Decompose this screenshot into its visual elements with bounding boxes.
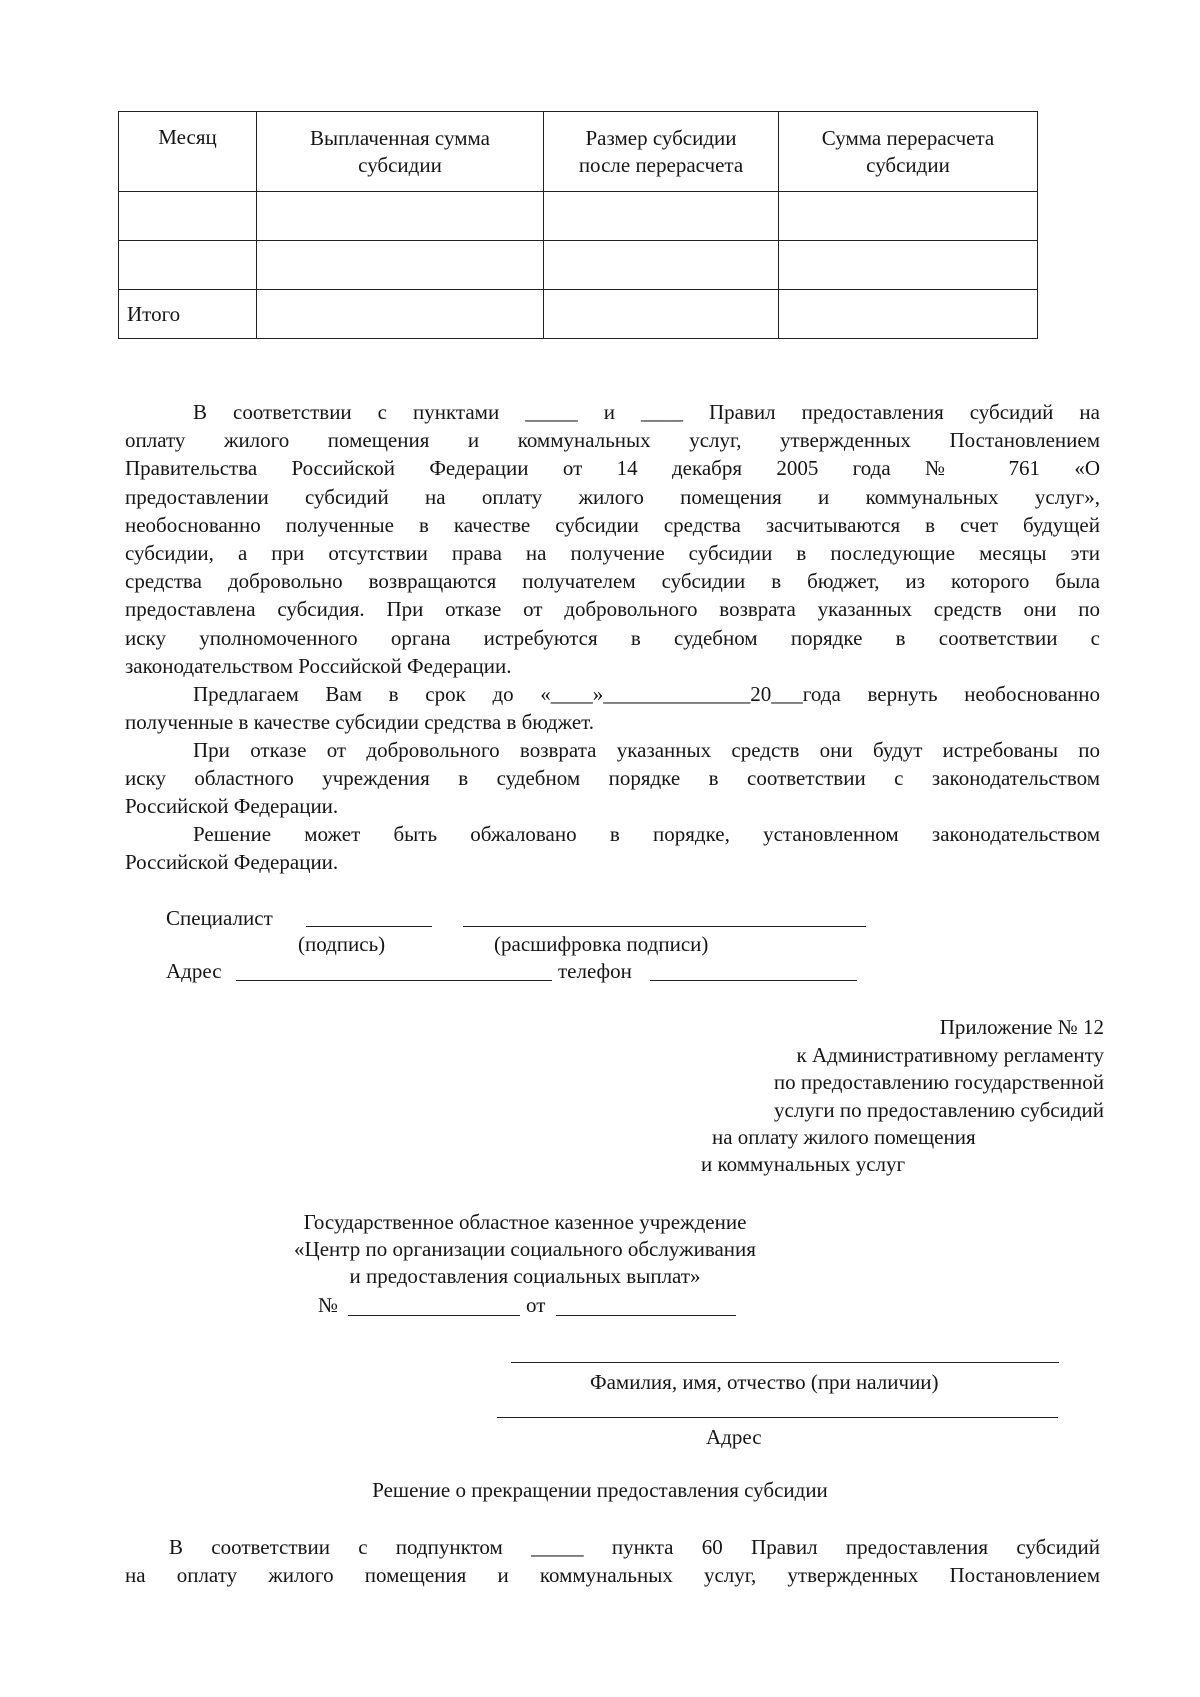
table-header-row [119,112,1038,192]
decision-title: Решение о прекращении предоставления субсидии [372,1478,828,1502]
header-paid-amount: Выплаченная сумма субсидии [257,112,544,192]
date-line [556,1315,736,1316]
table-cell [544,192,779,241]
table-cell [779,241,1038,290]
table-total-row [119,290,1038,339]
appendix-line-1: Приложение № 12 [939,1015,1104,1039]
specialist-label: Специалист [166,906,273,930]
table-cell [257,290,544,339]
recipient-name-line [511,1362,1059,1363]
address-label: Адрес [166,959,222,983]
institution-line-2: «Центр по организации социального обслуживания [294,1237,756,1261]
table-row [119,241,1038,290]
p3-line-2: иску областного учреждения в судебном порядке в соответствии с законодательством [125,766,1100,791]
table-cell [257,241,544,290]
table-cell [119,192,257,241]
total-label: Итого [119,290,257,339]
p1-line-7: средства добровольно возвращаются получателем субсидии в бюджет, из которого была [125,569,1100,594]
p1-line-10: законодательством Российской Федерации. [125,653,512,678]
signature-caption: (подпись) [298,932,386,956]
appendix-line-4: услуги по предоставлению субсидий [774,1098,1104,1122]
p1-line-1: В соответствии с пунктами _____ и ____ Правил предоставления субсидий на [193,400,1100,424]
table-cell [257,192,544,241]
p1-line-5: необоснованно полученные в качестве субсидии средства засчитываются в счет будущей [125,512,1100,537]
appendix-line-6: и коммунальных услуг [701,1152,906,1176]
p4-line-2: Российской Федерации. [125,850,339,875]
p1-line-3: Правительства Российской Федерации от 14 декабря 2005 года № 761 «О [125,456,1100,481]
p3-line-3: Российской Федерации. [125,794,339,819]
paragraph-4 [125,820,1100,876]
phone-label: телефон [558,959,632,983]
appendix-line-5: на оплату жилого помещения [712,1125,976,1149]
signature-line [306,926,432,927]
table-cell [544,241,779,290]
from-label: от [526,1293,546,1317]
decision-line-1: В соответствии с подпунктом _____ пункта 60 Правил предоставления субсидий [169,1535,1100,1559]
paragraph-2 [125,680,1100,736]
table-cell [119,241,257,290]
p2-line-2: полученные в качестве субсидии средства в бюджет. [125,710,595,735]
recipient-name-caption: Фамилия, имя, отчество (при наличии) [590,1370,939,1394]
header-recalc-amount: Сумма перерасчета субсидии [779,112,1038,192]
number-label: № [318,1293,339,1317]
p2-line-1: Предлагаем Вам в срок до «____»______________20___года вернуть необоснованно [193,682,1100,706]
paragraph-1 [125,398,1100,680]
p3-line-1: При отказе от добровольного возврата указанных средств они будут истребованы по [193,738,1100,762]
address-line [236,980,552,981]
p1-line-2: оплату жилого помещения и коммунальных услуг, утвержденных Постановлением [125,428,1100,453]
institution-line-1: Государственное областное казенное учреждение [303,1210,747,1234]
recipient-address-caption: Адрес [706,1425,762,1449]
table-cell [544,290,779,339]
paragraph-3 [125,736,1100,821]
p1-line-9: иску уполномоченного органа истребуются в судебном порядке в соответствии с [125,625,1100,650]
table-cell [779,192,1038,241]
decision-paragraph [125,1533,1100,1589]
subsidy-recalculation-table [118,111,1038,339]
appendix-line-3: по предоставлению государственной [773,1070,1104,1094]
p1-line-6: субсидии, а при отсутствии права на получение субсидии в последующие месяцы эти [125,541,1100,566]
signature-decoding-line [463,926,866,927]
institution-line-3: и предоставления социальных выплат» [349,1264,701,1288]
decoding-caption: (расшифровка подписи) [494,932,709,956]
header-month: Месяц [119,112,257,192]
table-row [119,192,1038,241]
appendix-line-2: к Административному регламенту [796,1043,1104,1067]
p1-line-8: предоставлена субсидия. При отказе от добровольного возврата указанных средств они по [125,597,1100,622]
number-line [348,1315,520,1316]
header-subsidy-after-recalc: Размер субсидии после перерасчета [544,112,779,192]
table-cell [779,290,1038,339]
recipient-address-line [497,1417,1058,1418]
decision-line-2: на оплату жилого помещения и коммунальных услуг, утвержденных Постановлением [125,1563,1100,1588]
p1-line-4: предоставлении субсидий на оплату жилого помещения и коммунальных услуг», [125,484,1100,509]
phone-line [650,980,857,981]
p4-line-1: Решение может быть обжаловано в порядке, установленном законодательством [193,822,1100,846]
